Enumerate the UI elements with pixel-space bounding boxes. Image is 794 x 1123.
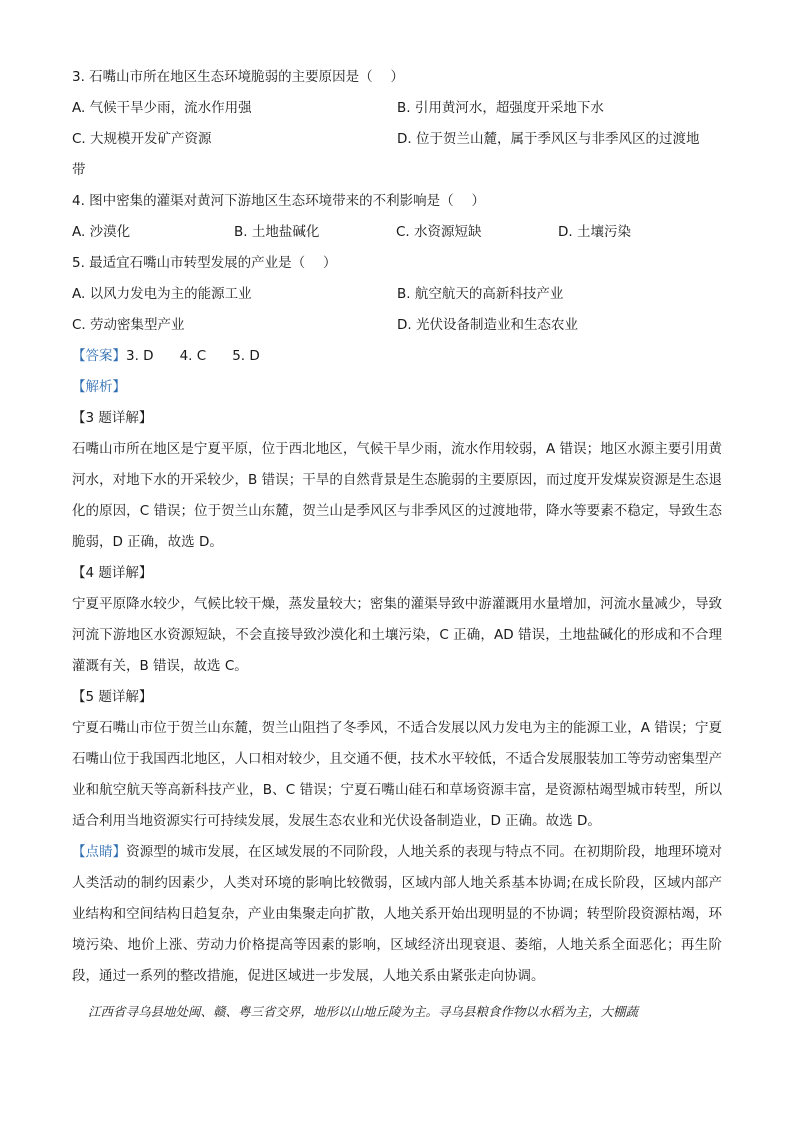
question-4-options-row xyxy=(72,217,722,248)
option-5d: D. 光伏设备制造业和生态农业 xyxy=(397,317,578,333)
document-page xyxy=(72,62,722,992)
detail-5-heading: 【5 题详解】 xyxy=(72,689,153,705)
question-3-stem: 3. 石嘴山市所在地区生态环境脆弱的主要原因是（ ） xyxy=(72,69,404,85)
next-question-intro: 江西省寻乌县地处闽、赣、粤三省交界，地形以山地丘陵为主。寻乌县粮食作物以水稻为主，大棚蔬 xyxy=(88,1004,639,1019)
question-5-options-row-2 xyxy=(72,310,722,341)
question-3-options-row-2 xyxy=(72,124,722,155)
tip-paragraph xyxy=(72,837,722,992)
option-4c: C. 水资源短缺 xyxy=(396,224,482,240)
option-4a: A. 沙漠化 xyxy=(72,224,131,240)
answer-5: 5. D xyxy=(232,348,260,364)
analysis-label: 【解析】 xyxy=(72,379,126,395)
detail-4-text: 宁夏平原降水较少，气候比较干燥，蒸发量较大；密集的灌渠导致中游灌溉用水量增加，河流水量减少，导致河流下游地区水资源短缺，不会直接导致沙漠化和土壤污染，C 正确，AD 错误，土地盐碱化的形成和不合理灌溉有关，B 错误，故选 C。 xyxy=(72,596,722,674)
option-3d: D. 位于贺兰山麓，属于季风区与非季风区的过渡地 xyxy=(397,131,700,147)
answer-label: 【答案】 xyxy=(72,348,126,364)
option-3c: C. 大规模开发矿产资源 xyxy=(72,131,212,147)
question-5-stem: 5. 最适宜石嘴山市转型发展的产业是（ ） xyxy=(72,255,337,271)
detail-3-heading: 【3 题详解】 xyxy=(72,410,153,426)
option-3d-continuation: 带 xyxy=(72,162,86,178)
answer-3: 3. D xyxy=(126,348,154,364)
option-5a: A. 以风力发电为主的能源工业 xyxy=(72,286,252,302)
option-4d: D. 土壤污染 xyxy=(558,224,631,240)
option-3b: B. 引用黄河水，超强度开采地下水 xyxy=(397,100,604,116)
tip-text: 资源型的城市发展，在区域发展的不同阶段，人地关系的表现与特点不同。在初期阶段，地理环境对人类活动的制约因素少，人类对环境的影响比较微弱，区域内部人地关系基本协调;在成长阶段，区域内部产业结构和空间结构日趋复杂，产业由集聚走向扩散，人地关系开始出现明显的不协调；转型阶段资源枯竭，环境污染、地价上涨、劳动力价格提高等因素的影响，区域经济出现衰退、萎缩，人地关系全面恶化；再生阶段，通过一系列的整改措施，促进区域进一步发展，人地关系由紧张走向协调。 xyxy=(72,844,723,984)
detail-5-text: 宁夏石嘴山市位于贺兰山东麓，贺兰山阻挡了冬季风，不适合发展以风力发电为主的能源工业，A 错误；宁夏石嘴山位于我国西北地区，人口相对较少，且交通不便，技术水平较低，不适合发展服装加工等劳动密集型产业和航空航天等高新科技产业，B、C 错误；宁夏石嘴山硅石和草场资源丰富，是资源枯竭型城市转型，所以适合利用当地资源实行可持续发展，发展生态农业和光伏设备制造业，D 正确。故选 D。 xyxy=(72,720,722,829)
option-5b: B. 航空航天的高新科技产业 xyxy=(397,286,564,302)
tip-label: 【点睛】 xyxy=(72,844,127,860)
answer-4: 4. C xyxy=(179,348,207,364)
answer-row xyxy=(72,341,722,372)
detail-3-text: 石嘴山市所在地区是宁夏平原，位于西北地区，气候干旱少雨，流水作用较弱，A 错误；地区水源主要引用黄河水，对地下水的开采较少，B 错误；干旱的自然背景是生态脆弱的主要原因，而过度开发煤炭资源是生态退化的原因，C 错误；位于贺兰山东麓，贺兰山是季风区与非季风区的过渡地带，降水等要素不稳定，导致生态脆弱，D 正确，故选 D。 xyxy=(72,441,722,550)
option-4b: B. 土地盐碱化 xyxy=(234,224,320,240)
option-5c: C. 劳动密集型产业 xyxy=(72,317,185,333)
option-3a: A. 气候干旱少雨，流水作用强 xyxy=(72,100,252,116)
detail-4-heading: 【4 题详解】 xyxy=(72,565,153,581)
question-4-stem: 4. 图中密集的灌渠对黄河下游地区生态环境带来的不利影响是（ ） xyxy=(72,193,485,209)
question-5-options-row-1 xyxy=(72,279,722,310)
question-3-options-row-1 xyxy=(72,93,722,124)
